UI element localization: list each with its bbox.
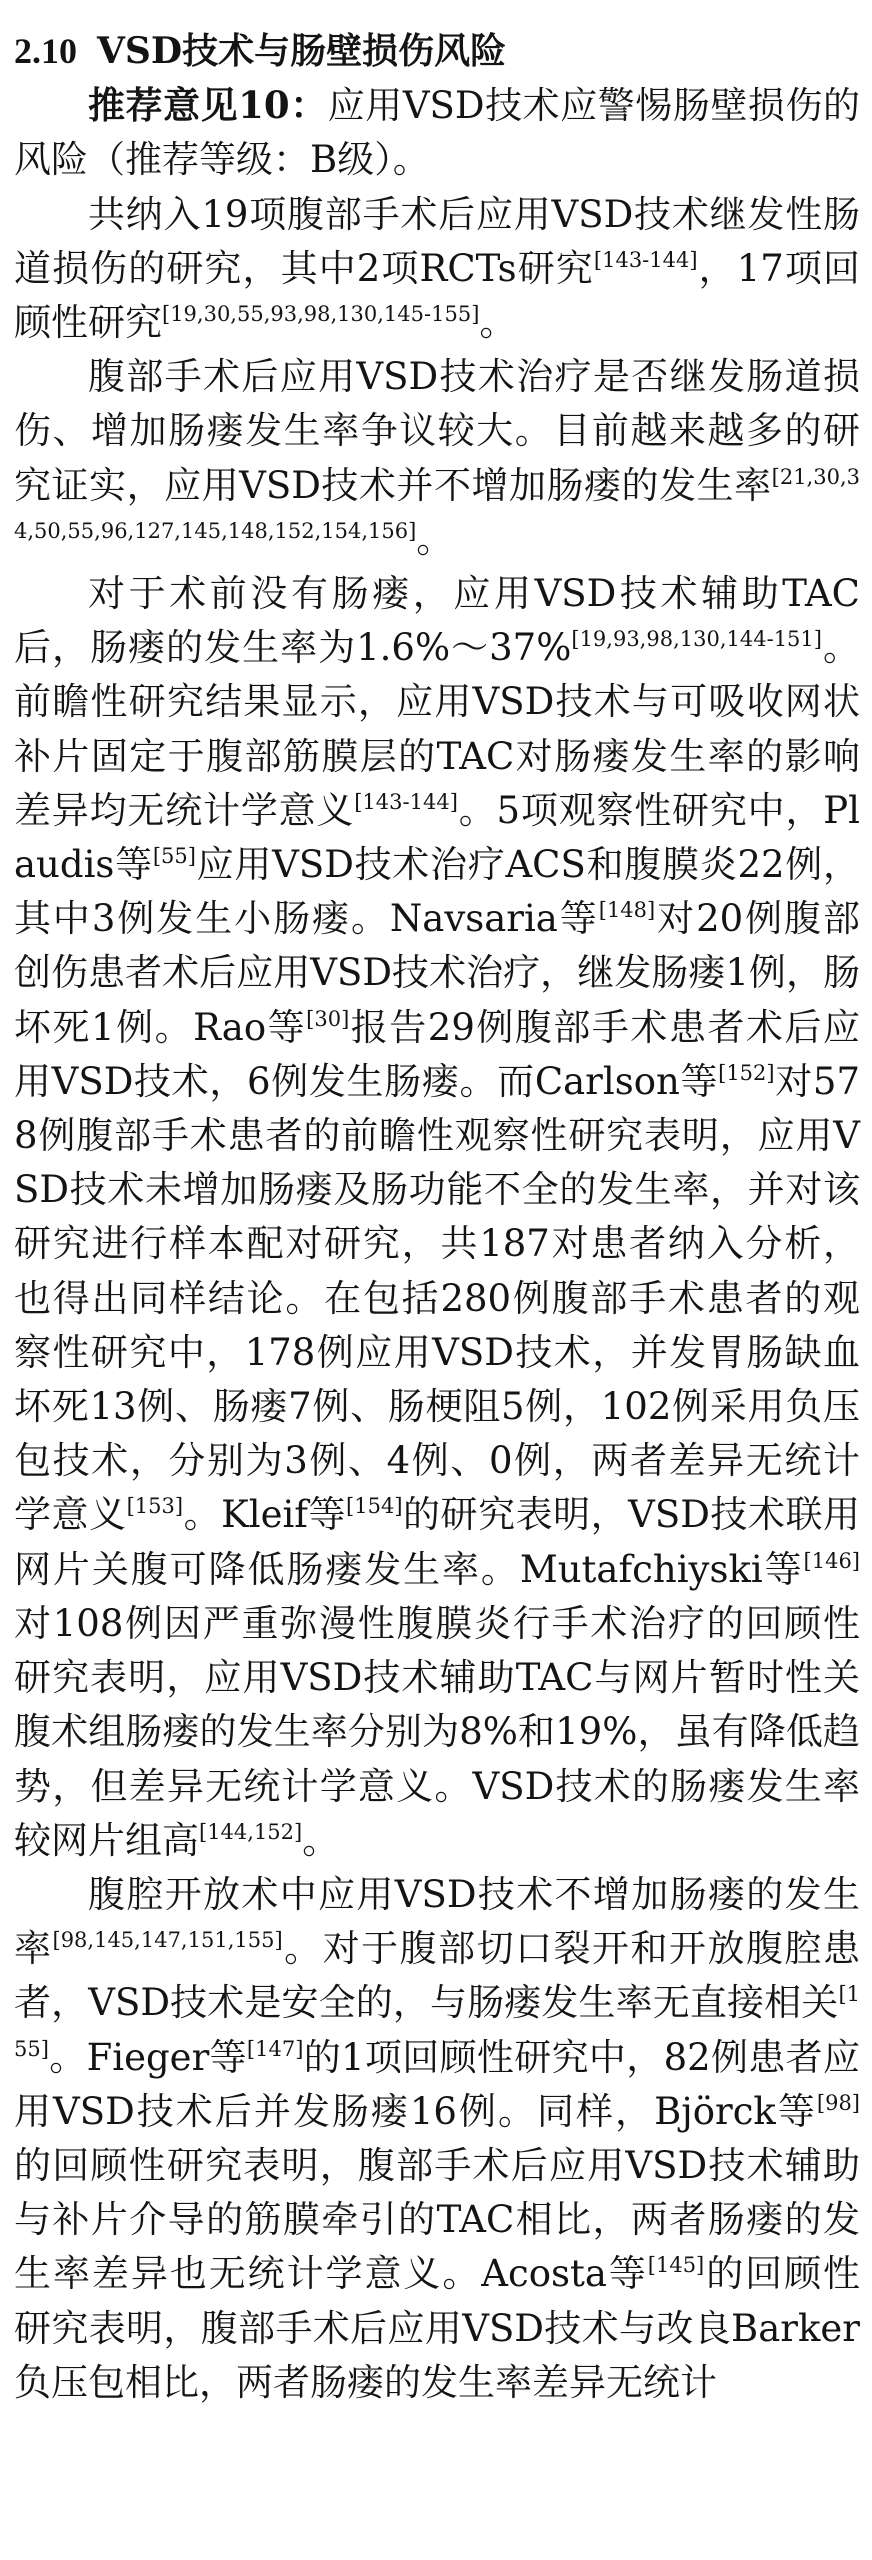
paragraph-text: 的1项回顾性研究中，82例患者应用VSD技术后并发肠瘘16例。同样，Björck等 bbox=[14, 2035, 860, 2133]
citation-reference: [143-144] bbox=[354, 789, 458, 814]
paragraph-text: 的回顾性研究表明，腹部手术后应用VSD技术辅助与补片介导的筋膜牵引的TAC相比，两者肠瘘的发生率差异也无统计学意义。Acosta等 bbox=[14, 2143, 860, 2296]
paragraph-text: 应用VSD技术治疗ACS和腹膜炎22例，其中3例发生小肠瘘。Navsaria等 bbox=[14, 843, 860, 941]
paragraph-text: 。Kleif等 bbox=[183, 1493, 347, 1537]
recommendation-label: 推荐意见10： bbox=[88, 83, 328, 128]
citation-reference: [19,30,55,93,98,130,145-155] bbox=[162, 302, 480, 327]
paragraph-text: 共纳入19项腹部手术后应用VSD技术继发性肠道损伤的研究，其中2项RCTs研究 bbox=[14, 192, 860, 290]
paragraph-text: 。 bbox=[479, 301, 517, 345]
citation-reference: [98] bbox=[816, 2090, 860, 2115]
paragraph-text: 腹部手术后应用VSD技术治疗是否继发肠道损伤、增加肠瘘发生率争议较大。目前越来越多的研究证实，应用VSD技术并不增加肠瘘的发生率 bbox=[14, 355, 860, 507]
citation-reference: [148] bbox=[598, 898, 656, 923]
paragraph-text: 。 bbox=[416, 517, 454, 561]
paragraph-text: 。5项观察性研究中，Plaudis等 bbox=[14, 788, 860, 887]
paragraph-text: 报告29例腹部手术患者术后应用VSD技术，6例发生肠瘘。而Carlson等 bbox=[14, 1005, 860, 1103]
paragraph-text: 的回顾性研究表明，腹部手术后应用VSD技术与改良Barker负压包相比，两者肠瘘的发生率差异无统计 bbox=[14, 2252, 861, 2404]
paragraph-text: 对578例腹部手术患者的前瞻性观察性研究表明，应用VSD技术未增加肠瘘及肠功能不全的发生率，并对该研究进行样本配对研究，共187对患者纳入分析，也得出同样结论。在包括280例腹部手术患者的观察性研究中，178例应用VSD技术，并发胃肠缺血坏死13例、肠瘘7例、肠梗阻5例，102例采用负压包技术，分别为3例、4例、0例，两者差异无统计学意义 bbox=[14, 1059, 860, 1537]
section-heading bbox=[14, 24, 860, 78]
citation-reference: [55] bbox=[152, 844, 196, 869]
paragraph-text: 腹腔开放术中应用VSD技术不增加肠瘘的发生率 bbox=[14, 1872, 860, 1971]
citation-reference: [98,145,147,151,155] bbox=[52, 1928, 283, 1953]
citation-reference: [144,152] bbox=[199, 1819, 303, 1844]
paragraph-text: 。Fieger等 bbox=[48, 2035, 247, 2079]
body-paragraphs bbox=[14, 188, 860, 2410]
paragraph-text: ，17项回顾性研究 bbox=[14, 246, 860, 345]
paragraph-text: 。前瞻性研究结果显示，应用VSD技术与可吸收网状补片固定于腹部筋膜层的TAC对肠瘘发生率的影响差异均无统计学意义 bbox=[14, 626, 860, 832]
citation-reference: [152] bbox=[718, 1060, 775, 1085]
body-paragraph bbox=[14, 567, 860, 1868]
paragraph-text: 对20例腹部创伤患者术后应用VSD技术治疗，继发肠瘘1例，肠坏死1例。Rao等 bbox=[14, 897, 860, 1049]
citation-reference: [30] bbox=[306, 1006, 350, 1031]
citation-reference: [19,93,98,130,144-151] bbox=[571, 627, 822, 652]
citation-reference: [153] bbox=[126, 1494, 184, 1519]
citation-reference: [21,30,34,50,55,96,127,145,148,152,154,156] bbox=[14, 464, 860, 543]
citation-reference: [143-144] bbox=[593, 247, 698, 272]
section-title: VSD技术与肠壁损伤风险 bbox=[97, 30, 507, 72]
recommendation-paragraph bbox=[14, 78, 860, 187]
body-paragraph bbox=[14, 350, 860, 567]
citation-reference: [145] bbox=[647, 2253, 705, 2278]
paragraph-text: 。对于腹部切口裂开和开放腹腔患者，VSD技术是安全的，与肠瘘发生率无直接相关 bbox=[14, 1927, 861, 2025]
paragraph-text: 对于术前没有肠瘘，应用VSD技术辅助TAC后，肠瘘的发生率为1.6%～37% bbox=[14, 572, 860, 670]
paragraph-text: 。 bbox=[302, 1818, 340, 1862]
body-paragraph bbox=[14, 188, 860, 351]
paragraph-text: 的研究表明，VSD技术联用网片关腹可降低肠瘘发生率。Mutafchiyski等 bbox=[14, 1493, 861, 1591]
citation-reference: [147] bbox=[246, 2036, 304, 2061]
section-number: 2.10 bbox=[14, 31, 77, 71]
recommendation-text: 应用VSD技术应警惕肠壁损伤的风险（推荐等级：B级）。 bbox=[14, 84, 860, 182]
citation-reference: [146] bbox=[803, 1548, 860, 1573]
citation-reference: [155] bbox=[14, 1982, 860, 2061]
document-page bbox=[14, 24, 860, 2410]
paragraph-text: 对108例因严重弥漫性腹膜炎行手术治疗的回顾性研究表明，应用VSD技术辅助TAC与网片暂时性关腹术组肠瘘的发生率分别为8%和19%，虽有降低趋势，但差异无统计学意义。VSD技术的肠瘘发生率较网片组高 bbox=[14, 1601, 860, 1862]
body-paragraph bbox=[14, 1868, 860, 2410]
citation-reference: [154] bbox=[346, 1494, 403, 1519]
